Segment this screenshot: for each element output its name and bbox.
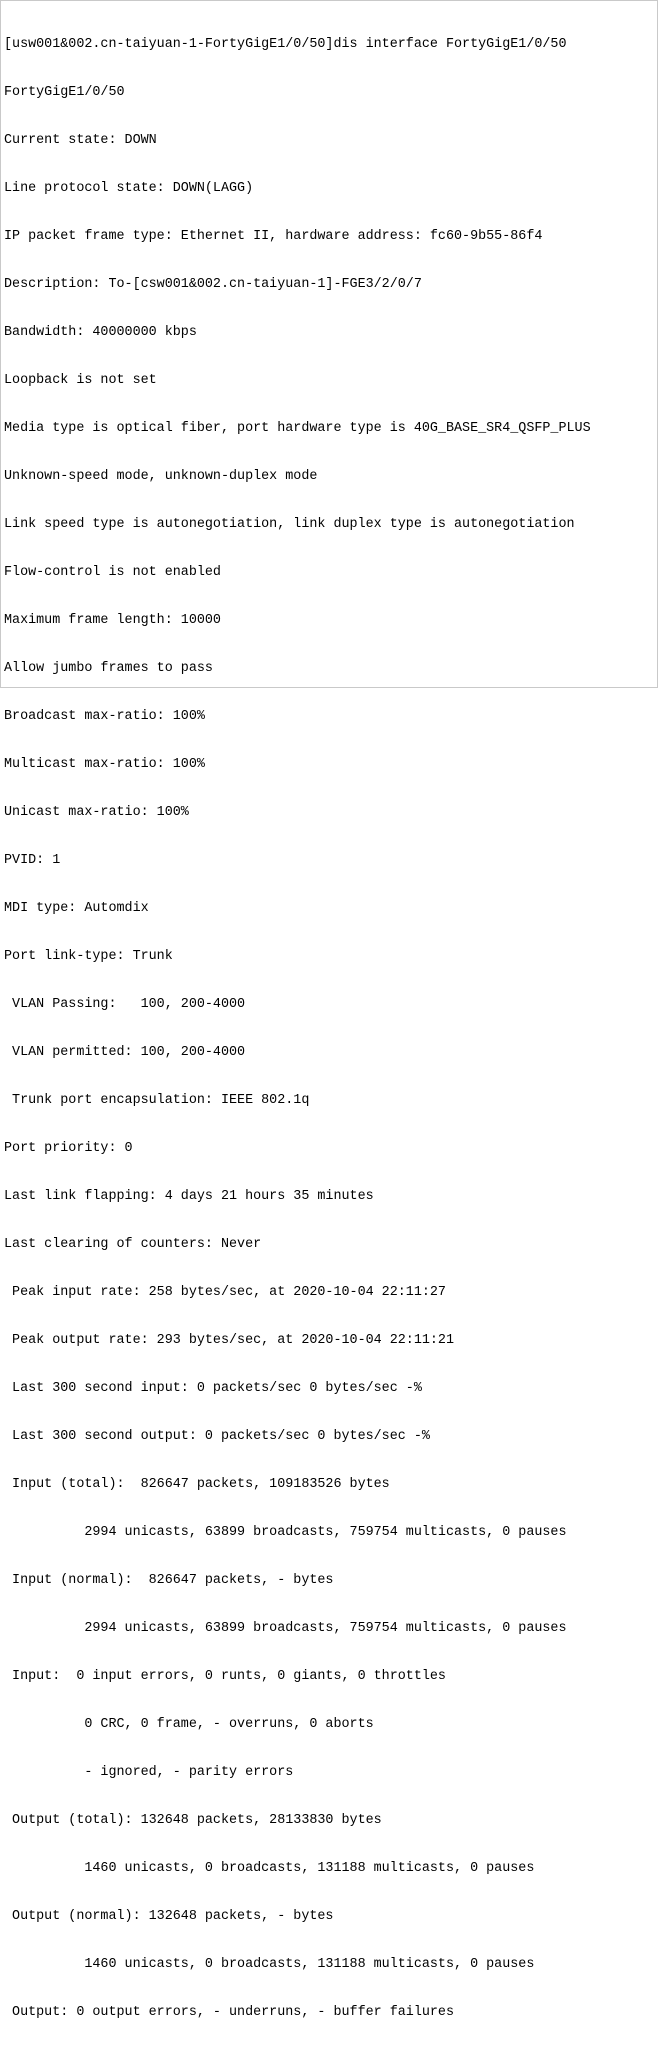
interface-name: FortyGigE1/0/50 (4, 85, 125, 100)
output-line: 2994 unicasts, 63899 broadcasts, 759754 multicasts, 0 pauses (4, 1621, 567, 1636)
output-line: Link speed type is autonegotiation, link duplex type is autonegotiation (4, 517, 575, 532)
output-line: Last link flapping: 4 days 21 hours 35 minutes (4, 1189, 374, 1204)
output-line: Unknown-speed mode, unknown-duplex mode (4, 469, 318, 484)
output-line: Current state: DOWN (4, 133, 157, 148)
output-line: 1460 unicasts, 0 broadcasts, 131188 multicasts, 0 pauses (4, 1861, 535, 1876)
output-line: MDI type: Automdix (4, 901, 149, 916)
output-line: Output (total): 132648 packets, 28133830 bytes (4, 1813, 382, 1828)
output-line: Input (total): 826647 packets, 109183526 bytes (4, 1477, 390, 1492)
output-line: Broadcast max-ratio: 100% (4, 709, 205, 724)
output-line: Output: 0 output errors, - underruns, - buffer failures (4, 2005, 454, 2020)
output-line: Line protocol state: DOWN(LAGG) (4, 181, 254, 196)
output-line: 2994 unicasts, 63899 broadcasts, 759754 multicasts, 0 pauses (4, 1525, 567, 1540)
output-line: - ignored, - parity errors (4, 1765, 294, 1780)
output-line: IP packet frame type: Ethernet II, hardware address: fc60-9b55-86f4 (4, 229, 543, 244)
output-line: Last 300 second output: 0 packets/sec 0 bytes/sec -% (4, 1429, 430, 1444)
output-line: VLAN permitted: 100, 200-4000 (4, 1045, 246, 1060)
output-line: Input (normal): 826647 packets, - bytes (4, 1573, 334, 1588)
terminal-output (4, 5, 651, 2053)
output-line: 1460 unicasts, 0 broadcasts, 131188 multicasts, 0 pauses (4, 1957, 535, 1972)
output-line: Output (normal): 132648 packets, - bytes (4, 1909, 334, 1924)
output-line: 0 CRC, 0 frame, - overruns, 0 aborts (4, 1717, 374, 1732)
output-line: Media type is optical fiber, port hardware type is 40G_BASE_SR4_QSFP_PLUS (4, 421, 591, 436)
output-line: Bandwidth: 40000000 kbps (4, 325, 197, 340)
output-line: Port priority: 0 (4, 1141, 133, 1156)
output-line: Description: To-[csw001&002.cn-taiyuan-1]-FGE3/2/0/7 (4, 277, 422, 292)
command-line: [usw001&002.cn-taiyuan-1-FortyGigE1/0/50]dis interface FortyGigE1/0/50 (4, 37, 567, 52)
output-line: Last 300 second input: 0 packets/sec 0 bytes/sec -% (4, 1381, 422, 1396)
output-line: Port link-type: Trunk (4, 949, 173, 964)
output-line: PVID: 1 (4, 853, 61, 868)
output-line: VLAN Passing: 100, 200-4000 (4, 997, 246, 1012)
output-line: Peak output rate: 293 bytes/sec, at 2020-10-04 22:11:21 (4, 1333, 454, 1348)
output-line: Trunk port encapsulation: IEEE 802.1q (4, 1093, 310, 1108)
output-line: Unicast max-ratio: 100% (4, 805, 189, 820)
output-line: Loopback is not set (4, 373, 157, 388)
output-line: Multicast max-ratio: 100% (4, 757, 205, 772)
output-line: Last clearing of counters: Never (4, 1237, 262, 1252)
output-line: Maximum frame length: 10000 (4, 613, 221, 628)
output-line: Allow jumbo frames to pass (4, 661, 213, 676)
output-line: Flow-control is not enabled (4, 565, 221, 580)
output-line: Input: 0 input errors, 0 runts, 0 giants, 0 throttles (4, 1669, 446, 1684)
output-line: Peak input rate: 258 bytes/sec, at 2020-10-04 22:11:27 (4, 1285, 446, 1300)
